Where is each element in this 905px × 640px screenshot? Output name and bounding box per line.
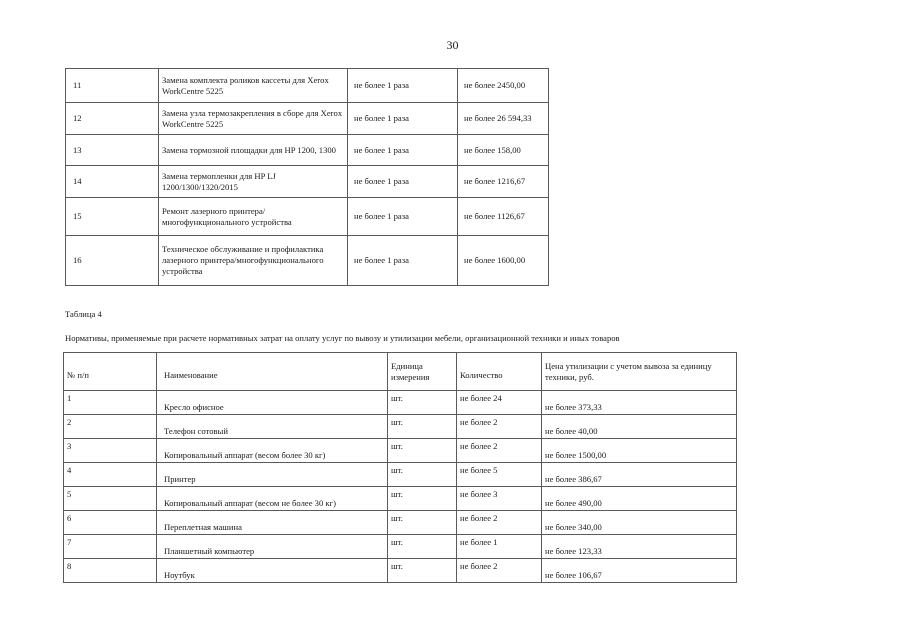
- item-price: не более 340,00: [542, 511, 737, 535]
- service-frequency: не более 1 раза: [348, 135, 458, 166]
- row-number: 1: [64, 391, 157, 415]
- service-price: не более 1216,67: [458, 166, 549, 198]
- table-row: [64, 439, 737, 463]
- service-frequency: не более 1 раза: [348, 69, 458, 103]
- row-number: 14: [66, 166, 159, 198]
- row-number: 8: [64, 559, 157, 583]
- table-row: [64, 391, 737, 415]
- service-name: Замена термопленки для HP LJ 1200/1300/1320/2015: [159, 166, 348, 198]
- service-frequency: не более 1 раза: [348, 103, 458, 135]
- table-row: [64, 487, 737, 511]
- row-number: 16: [66, 236, 159, 286]
- header-quantity: Количество: [457, 353, 542, 391]
- row-number: 2: [64, 415, 157, 439]
- service-price: не более 26 594,33: [458, 103, 549, 135]
- service-frequency: не более 1 раза: [348, 166, 458, 198]
- table-row: [64, 511, 737, 535]
- item-price: не более 106,67: [542, 559, 737, 583]
- item-quantity: не более 1: [457, 535, 542, 559]
- item-quantity: не более 5: [457, 463, 542, 487]
- item-name: Планшетный компьютер: [157, 535, 388, 559]
- table-header-row: [64, 353, 737, 391]
- item-price: не более 373,33: [542, 391, 737, 415]
- table-caption: Нормативы, применяемые при расчете нормативных затрат на оплату услуг по вывозу и утилизации мебели, организационной техники и иных товаров: [65, 333, 620, 343]
- service-frequency: не более 1 раза: [348, 236, 458, 286]
- table-row: [66, 69, 549, 103]
- service-price: не более 1126,67: [458, 198, 549, 236]
- item-name: Кресло офисное: [157, 391, 388, 415]
- item-price: не более 386,67: [542, 463, 737, 487]
- item-unit: шт.: [388, 559, 457, 583]
- service-name: Замена комплекта роликов кассеты для Xerox WorkCentre 5225: [159, 69, 348, 103]
- item-price: не более 40,00: [542, 415, 737, 439]
- item-quantity: не более 2: [457, 439, 542, 463]
- header-name: Наименование: [157, 353, 388, 391]
- service-norms-table: [65, 68, 549, 286]
- item-unit: шт.: [388, 415, 457, 439]
- service-name: Замена тормозной площадки для HP 1200, 1300: [159, 135, 348, 166]
- row-number: 7: [64, 535, 157, 559]
- item-price: не более 123,33: [542, 535, 737, 559]
- header-number: № п/п: [64, 353, 157, 391]
- item-quantity: не более 2: [457, 559, 542, 583]
- item-price: не более 1500,00: [542, 439, 737, 463]
- item-unit: шт.: [388, 439, 457, 463]
- table-row: [64, 535, 737, 559]
- item-quantity: не более 3: [457, 487, 542, 511]
- service-name: Ремонт лазерного принтера/многофункционального устройства: [159, 198, 348, 236]
- service-price: не более 1600,00: [458, 236, 549, 286]
- row-number: 12: [66, 103, 159, 135]
- item-quantity: не более 24: [457, 391, 542, 415]
- service-name: Замена узла термозакрепления в сборе для Xerox WorkCentre 5225: [159, 103, 348, 135]
- service-frequency: не более 1 раза: [348, 198, 458, 236]
- service-price: не более 2450,00: [458, 69, 549, 103]
- disposal-norms-table: [63, 352, 737, 583]
- header-price: Цена утилизации с учетом вывоза за единицу техники, руб.: [542, 353, 737, 391]
- table-row: [66, 103, 549, 135]
- item-name: Копировальный аппарат (весом более 30 кг): [157, 439, 388, 463]
- item-unit: шт.: [388, 535, 457, 559]
- row-number: 4: [64, 463, 157, 487]
- table-row: [66, 166, 549, 198]
- page-number: 30: [446, 38, 459, 52]
- item-unit: шт.: [388, 487, 457, 511]
- table-row: [66, 135, 549, 166]
- item-name: Копировальный аппарат (весом не более 30 кг): [157, 487, 388, 511]
- item-name: Переплетная машина: [157, 511, 388, 535]
- table-row: [66, 236, 549, 286]
- row-number: 3: [64, 439, 157, 463]
- row-number: 13: [66, 135, 159, 166]
- table-row: [64, 463, 737, 487]
- row-number: 5: [64, 487, 157, 511]
- table-row: [64, 559, 737, 583]
- item-name: Ноутбук: [157, 559, 388, 583]
- item-price: не более 490,00: [542, 487, 737, 511]
- item-name: Принтер: [157, 463, 388, 487]
- table-row: [64, 415, 737, 439]
- item-unit: шт.: [388, 511, 457, 535]
- table-label: Таблица 4: [65, 309, 102, 319]
- service-price: не более 158,00: [458, 135, 549, 166]
- row-number: 6: [64, 511, 157, 535]
- table-row: [66, 198, 549, 236]
- row-number: 15: [66, 198, 159, 236]
- item-name: Телефон сотовый: [157, 415, 388, 439]
- item-quantity: не более 2: [457, 415, 542, 439]
- service-name: Техническое обслуживание и профилактика лазерного принтера/многофункционального устройства: [159, 236, 348, 286]
- row-number: 11: [66, 69, 159, 103]
- item-unit: шт.: [388, 463, 457, 487]
- item-quantity: не более 2: [457, 511, 542, 535]
- header-unit: Единица измерения: [388, 353, 457, 391]
- item-unit: шт.: [388, 391, 457, 415]
